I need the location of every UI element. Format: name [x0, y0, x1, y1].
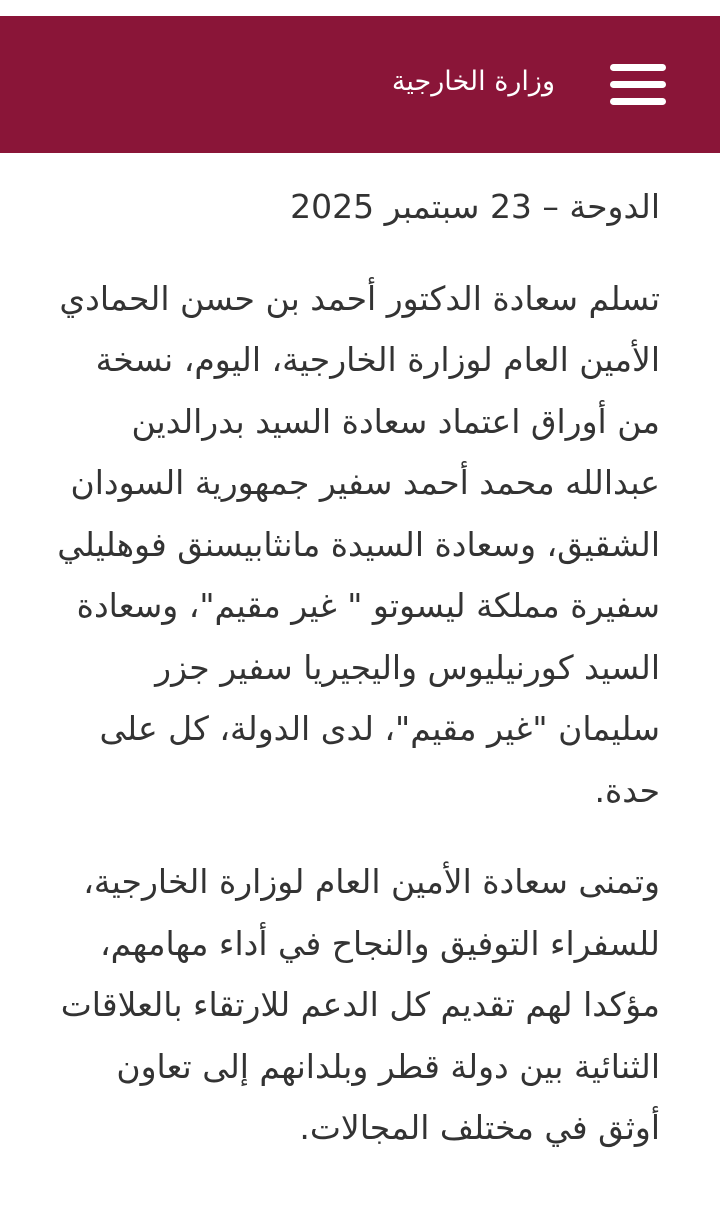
article-paragraph: تسلم سعادة الدكتور أحمد بن حسن الحمادي الأمين العام لوزارة الخارجية، اليوم، نسخة من أوراق اعتماد سعادة السيد بدرالدين عبدالله محمد أحمد سفير جمهورية السودان الشقيق، وسعادة السيدة مانثابيسنق فوهليلي سفيرة مملكة ليسوتو " غير مقيم"، وسعادة السيد كورنيليوس واليجيريا سفير جزر سليمان "غير مقيم"، لدى الدولة، كل على حدة. — [57, 278, 660, 810]
article-dateline: الدوحة – 23 سبتمبر 2025 — [290, 187, 660, 226]
menu-bar-top — [610, 64, 666, 71]
menu-bar-middle — [610, 81, 666, 88]
hamburger-menu-icon[interactable] — [608, 62, 666, 108]
status-bar — [0, 0, 720, 16]
news-article — [50, 176, 660, 1189]
app-header — [0, 16, 720, 153]
article-paragraph: وتمنى سعادة الأمين العام لوزارة الخارجية، للسفراء التوفيق والنجاح في أداء مهامهم، مؤكدا لهم تقديم كل الدعم للارتقاء بالعلاقات الثنائية بين دولة قطر وبلدانهم إلى تعاون أوثق في مختلف المجالات. — [60, 862, 660, 1147]
header-title[interactable]: وزارة الخارجية — [391, 66, 555, 97]
menu-bar-bottom — [610, 98, 666, 105]
